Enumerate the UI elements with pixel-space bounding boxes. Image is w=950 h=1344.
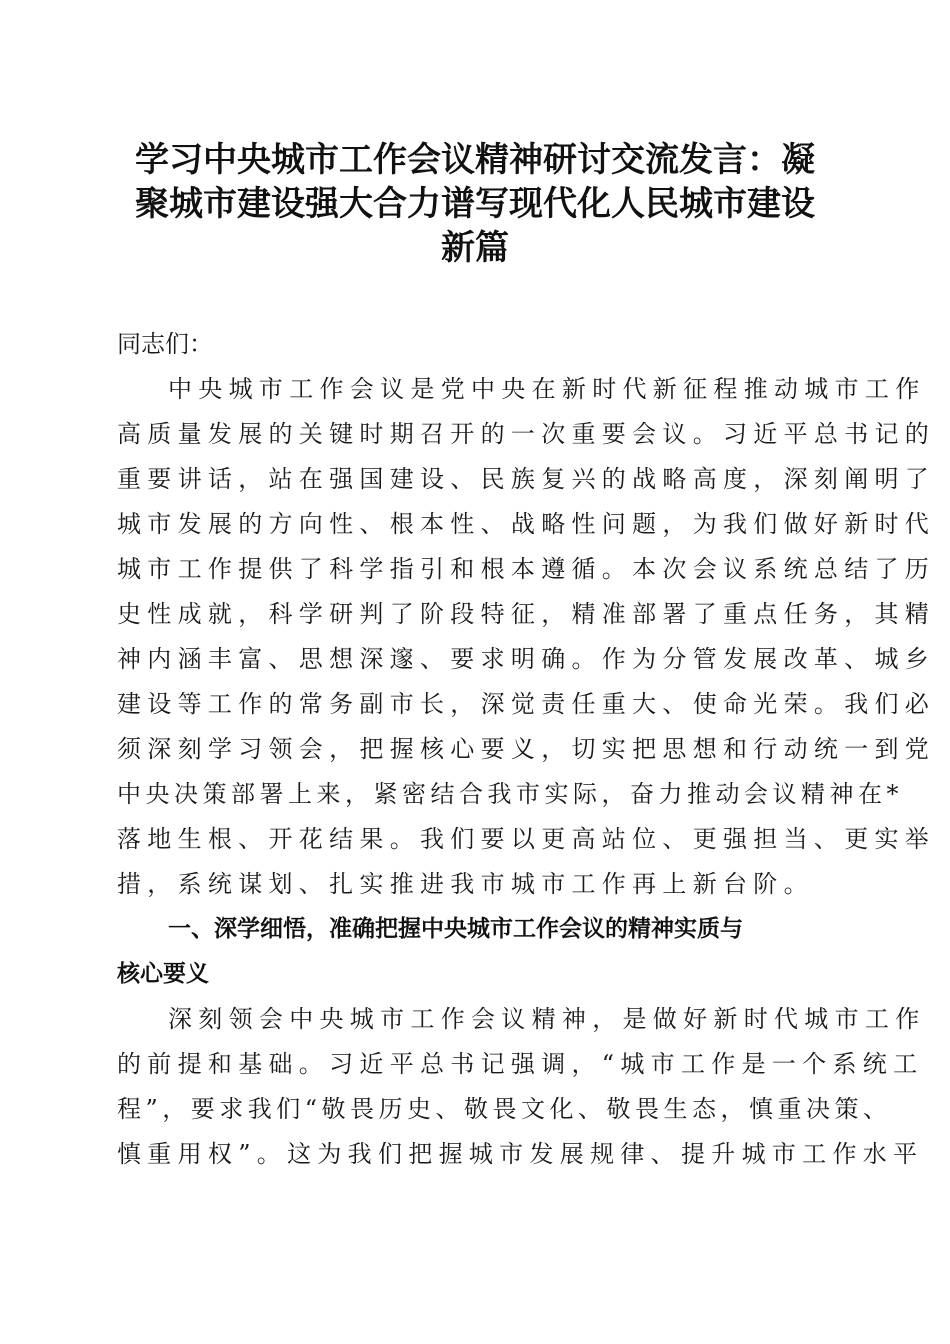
paragraph-line: 中央决策部署上来，紧密结合我市实际，奋力推动会议精神在*	[117, 780, 903, 808]
paragraph-line: 建设等工作的常务副市长，深觉责任重大、使命光荣。我们必	[117, 690, 936, 718]
section-heading-1	[117, 907, 847, 997]
paragraph-line: 城市工作提供了科学指引和根本遵循。本次会议系统总结了历	[117, 555, 936, 583]
document-title	[110, 138, 840, 270]
document-body	[117, 322, 936, 1177]
title-line: 聚城市建设强大合力谱写现代化人民城市建设	[135, 184, 815, 224]
paragraph-line: 神内涵丰富、思想深邃、要求明确。作为分管发展改革、城乡	[117, 645, 936, 673]
heading-line: 一、深学细悟，准确把握中央城市工作会议的精神实质与	[168, 916, 743, 942]
paragraph-line: 重要讲话，站在强国建设、民族复兴的战略高度，深刻阐明了	[117, 465, 936, 493]
section-paragraph-1	[117, 997, 926, 1177]
paragraph-line: 程”，要求我们“敬畏历史、敬畏文化、敬畏生态，慎重决策、	[117, 1095, 892, 1123]
paragraph-line: 落地生根、开花结果。我们要以更高站位、更强担当、更实举	[117, 825, 936, 853]
paragraph-line: 措，系统谋划、扎实推进我市城市工作再上新台阶。	[117, 870, 814, 898]
paragraph-line: 的前提和基础。习近平总书记强调，“城市工作是一个系统工	[117, 1050, 924, 1078]
paragraph-line: 高质量发展的关键时期召开的一次重要会议。习近平总书记的	[117, 420, 936, 448]
paragraph-line: 城市发展的方向性、根本性、战略性问题，为我们做好新时代	[117, 510, 936, 538]
intro-paragraph	[117, 367, 936, 907]
title-line: 新篇	[441, 228, 509, 268]
heading-line: 核心要义	[117, 961, 209, 987]
paragraph-line: 中央城市工作会议是党中央在新时代新征程推动城市工作	[168, 375, 926, 403]
paragraph-line: 须深刻学习领会，把握核心要义，切实把思想和行动统一到党	[117, 735, 936, 763]
paragraph-line: 史性成就，科学研判了阶段特征，精准部署了重点任务，其精	[117, 600, 936, 628]
paragraph-line: 慎重用权”。这为我们把握城市发展规律、提升城市工作水平	[117, 1140, 924, 1168]
paragraph-line: 深刻领会中央城市工作会议精神，是做好新时代城市工作	[168, 1005, 926, 1033]
salutation: 同志们：	[117, 330, 213, 358]
title-line: 学习中央城市工作会议精神研讨交流发言：凝	[135, 140, 815, 180]
